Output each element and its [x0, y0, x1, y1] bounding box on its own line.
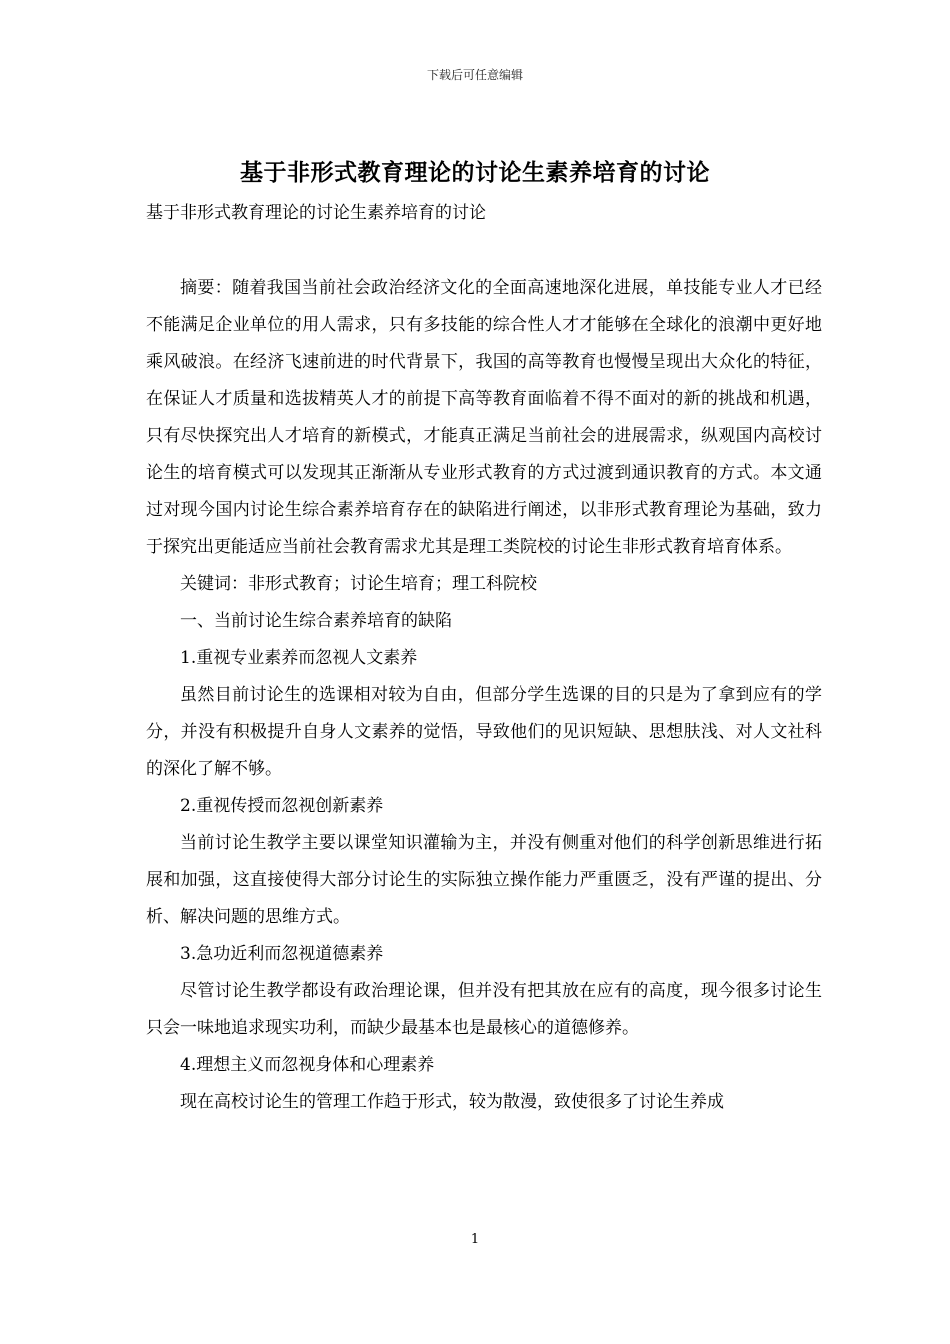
page-header: 下载后可任意编辑 [426, 68, 523, 82]
abstract-paragraph: 摘要：随着我国当前社会政治经济文化的全面高速地深化进展，单技能专业人才已经不能满足企业单位的用人需求，只有多技能的综合性人才才能够在全球化的浪潮中更好地乘风破浪。在经济飞速前进的时代背景下，我国的高等教育也慢慢呈现出大众化的特征，在保证人才质量和选拔精英人才的前提下高等教育面临着不得不面对的新的挑战和机遇，只有尽快探究出人才培育的新模式，才能真正满足当前社会的进展需求，纵观国内高校讨论生的培育模式可以发现其正渐渐从专业形式教育的方式过渡到通识教育的方式。本文通过对现今国内讨论生综合素养培育存在的缺陷进行阐述，以非形式教育理论为基础，致力于探究出更能适应当前社会教育需求尤其是理工类院校的讨论生非形式教育培育体系。 [146, 278, 822, 557]
body-paragraph: 尽管讨论生教学都设有政治理论课，但并没有把其放在应有的高度，现今很多讨论生只会一味地追求现实功利，而缺少最基本也是最核心的道德修养。 [146, 981, 822, 1038]
keywords-line: 关键词：非形式教育；讨论生培育；理工科院校 [180, 574, 537, 594]
document-subtitle: 基于非形式教育理论的讨论生素养培育的讨论 [146, 203, 486, 223]
subsection-heading: 1.重视专业素养而忽视人文素养 [180, 648, 418, 668]
body-paragraph: 虽然目前讨论生的选课相对较为自由，但部分学生选课的目的只是为了拿到应有的学分，并没有积极提升自身人文素养的觉悟，导致他们的见识短缺、思想肤浅、对人文社科的深化了解不够。 [146, 685, 822, 779]
document-body [146, 270, 822, 1121]
subsection-heading: 3.急功近利而忽视道德素养 [180, 944, 384, 964]
page-number: 1 [470, 1232, 480, 1247]
subsection-heading: 2.重视传授而忽视创新素养 [180, 796, 384, 816]
section-heading: 一、当前讨论生综合素养培育的缺陷 [180, 611, 452, 631]
document-title: 基于非形式教育理论的讨论生素养培育的讨论 [240, 160, 710, 186]
subsection-heading: 4.理想主义而忽视身体和心理素养 [180, 1055, 435, 1075]
body-paragraph: 现在高校讨论生的管理工作趋于形式，较为散漫，致使很多了讨论生养成 [180, 1092, 724, 1112]
body-paragraph: 当前讨论生教学主要以课堂知识灌输为主，并没有侧重对他们的科学创新思维进行拓展和加强，这直接使得大部分讨论生的实际独立操作能力严重匮乏，没有严谨的提出、分析、解决问题的思维方式。 [146, 833, 822, 927]
